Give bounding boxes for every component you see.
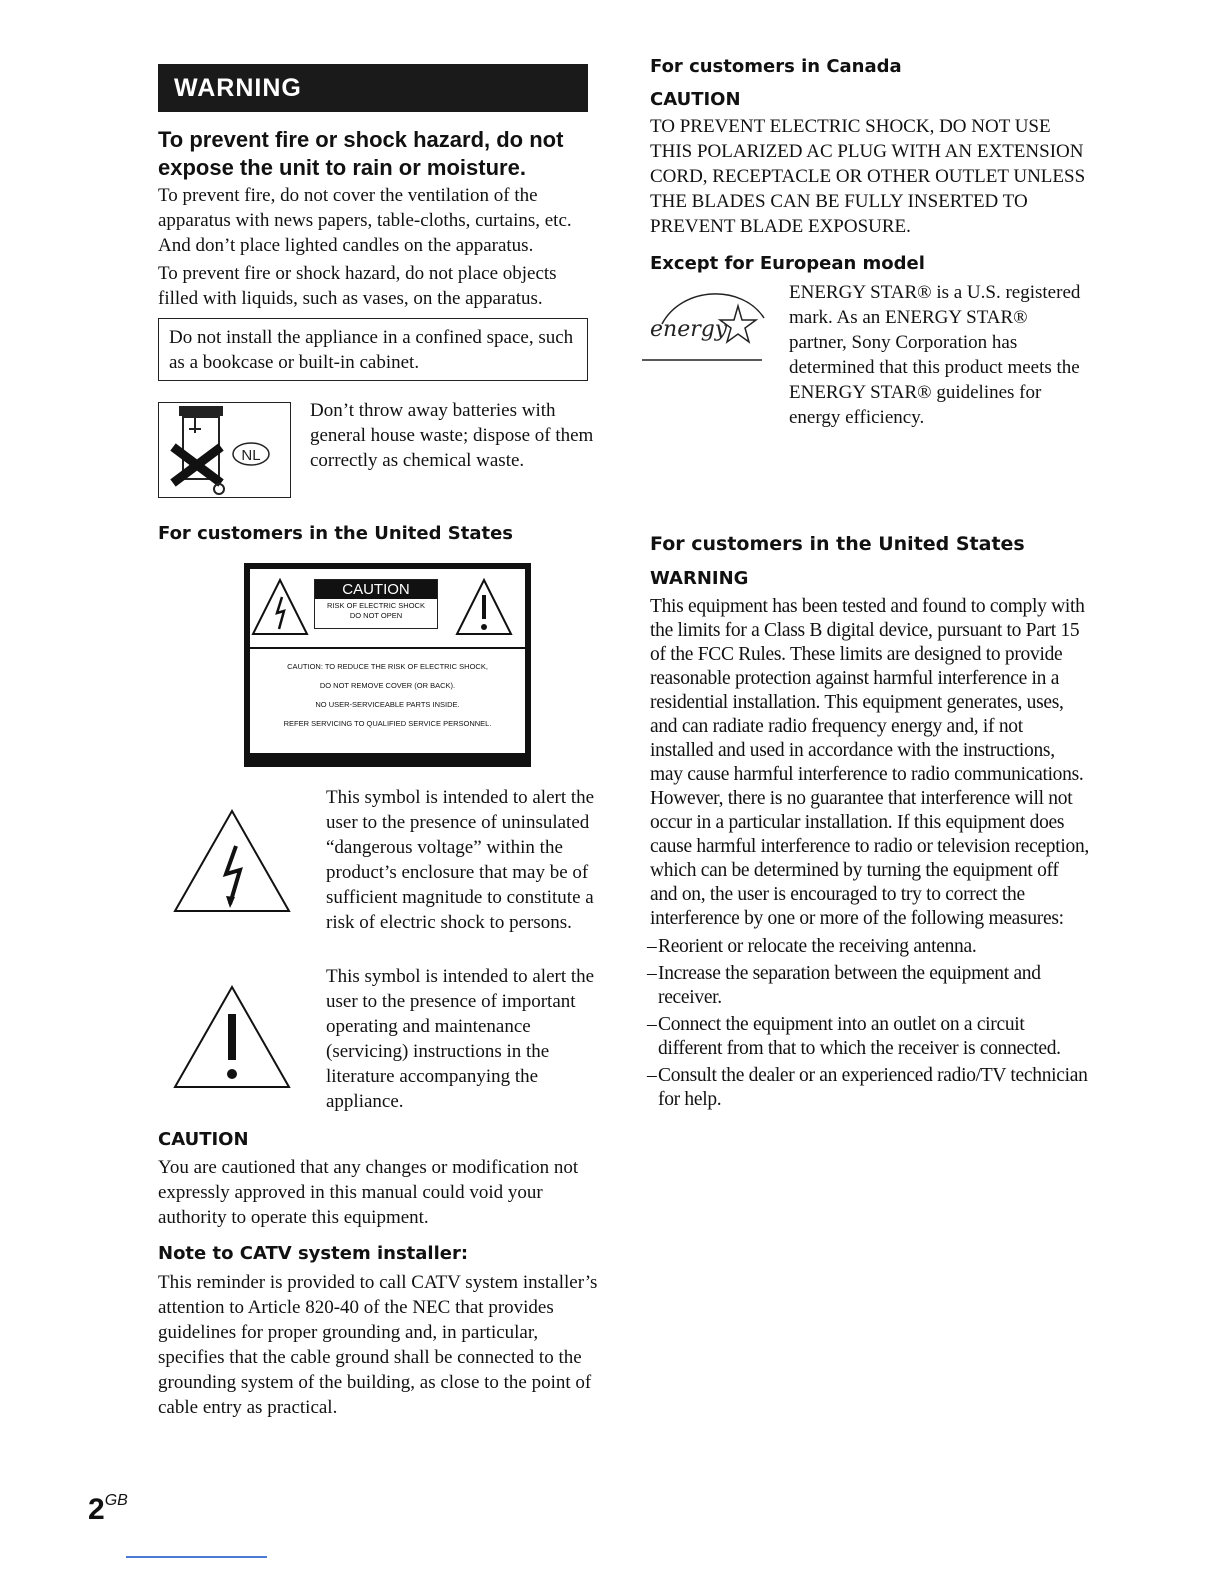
confined-space-note: Do not install the appliance in a confined space, such as a bookcase or built-in cabinet. <box>158 318 588 381</box>
canada-caution-heading: CAUTION <box>650 89 741 110</box>
measure-item: – Reorient or relocate the receiving antenna. <box>650 935 1090 959</box>
important-instructions-symbol-icon <box>172 984 292 1090</box>
battery-disposal-logo <box>158 402 291 498</box>
us-warning-heading: WARNING <box>650 568 749 589</box>
caution-heading: CAUTION <box>158 1129 249 1150</box>
voltage-symbol-text: This symbol is intended to alert the user to the presence of uninsulated “dangerous voltage” within the product’s enclosure that may be of sufficient magnitude to constitute a risk of electric shock to persons. <box>326 787 595 933</box>
caution-inner-line1: RISK OF ELECTRIC SHOCK <box>327 601 425 610</box>
nl-logo-label: NL <box>241 447 261 464</box>
caution-body-line: REFER SERVICING TO QUALIFIED SERVICE PERSONNEL. <box>283 719 492 728</box>
caution-inner-title: CAUTION <box>315 580 437 599</box>
caution-body-line: NO USER-SERVICEABLE PARTS INSIDE. <box>315 700 460 709</box>
canada-heading: For customers in Canada <box>650 56 902 77</box>
energy-logo-script: energy <box>650 317 728 342</box>
canada-text: TO PREVENT ELECTRIC SHOCK, DO NOT USE THIS POLARIZED AC PLUG WITH AN EXTENSION CORD, RECEPTACLE OR OTHER OUTLET UNLESS THE BLADES CAN BE FULLY INSERTED TO PREVENT BLADE EXPOSURE. <box>650 116 1086 237</box>
fcc-statement <box>650 595 1090 1112</box>
fire-paragraphs <box>158 183 598 311</box>
caution-label-top <box>250 569 525 647</box>
caution-body-line: CAUTION: TO REDUCE THE RISK OF ELECTRIC SHOCK, <box>287 662 488 671</box>
ventilation-paragraph: To prevent fire, do not cover the ventilation of the apparatus with news papers, table-cloths, curtains, etc. And don’t place lighted candles on the apparatus. <box>158 185 572 256</box>
instructions-symbol-text: This symbol is intended to alert the user to the presence of important operating and maintenance (servicing) instructions in the literature accompanying the appliance. <box>326 966 595 1112</box>
battery-text: Don’t throw away batteries with general house waste; dispose of them correctly as chemical waste. <box>310 400 594 471</box>
european-heading: Except for European model <box>650 253 925 274</box>
caution-label-body <box>250 649 525 753</box>
exclamation-triangle-icon <box>454 577 514 637</box>
measures-list <box>650 935 1090 1112</box>
page-number <box>88 1492 128 1527</box>
caution-inner-box <box>314 579 438 629</box>
measure-item: – Consult the dealer or an experienced radio/TV technician for help. <box>650 1064 1090 1112</box>
measure-item: – Increase the separation between the equipment and receiver. <box>650 962 1090 1010</box>
caution-text: You are cautioned that any changes or modification not expressly approved in this manual could void your authority to operate this equipment. <box>158 1157 579 1228</box>
us-heading-left: For customers in the United States <box>158 523 514 544</box>
caution-inner-line2: DO NOT OPEN <box>349 611 403 620</box>
page-suffix: GB <box>104 1492 128 1509</box>
fire-shock-headline: To prevent fire or shock hazard, do not expose the unit to rain or moisture. <box>158 127 564 180</box>
us-heading-right: For customers in the United States <box>650 533 1025 555</box>
dangerous-voltage-symbol-icon <box>172 808 292 914</box>
liquids-paragraph: To prevent fire or shock hazard, do not place objects filled with liquids, such as vases, on the apparatus. <box>158 263 557 309</box>
caution-body-line: DO NOT REMOVE COVER (OR BACK). <box>319 681 456 690</box>
caution-label-panel <box>244 563 531 767</box>
energy-star-logo <box>642 284 767 362</box>
measure-item: – Connect the equipment into an outlet on a circuit different from that to which the receiver is connected. <box>650 1013 1090 1061</box>
catv-heading: Note to CATV system installer: <box>158 1243 469 1264</box>
fcc-paragraph: This equipment has been tested and found to comply with the limits for a Class B digital device, pursuant to Part 15 of the FCC Rules. These limits are designed to provide reasonable protection against harmful interference in a residential installation. This equipment generates, uses, and can radiate radio frequency energy and, if not installed and used in accordance with the instructions, may cause harmful interference to radio communications. However, there is no guarantee that interference will not occur in a particular installation. If this equipment does cause harmful interference to radio or television reception, which can be determined by turning the equipment off and on, the user is encouraged to try to correct the interference by one or more of the following measures: <box>650 596 1089 929</box>
catv-text: This reminder is provided to call CATV system installer’s attention to Article 820-40 of the NEC that provides guidelines for proper grounding and, in particular, specifies that the cable ground shall be connected to the grounding system of the building, as close to the point of cable entry as practical. <box>158 1272 598 1418</box>
crossed-bin-icon <box>159 403 289 496</box>
page-number-value: 2 <box>88 1493 105 1526</box>
lightning-triangle-icon <box>250 577 310 637</box>
warning-banner: WARNING <box>158 64 588 112</box>
bottom-divider <box>126 1556 267 1558</box>
energy-star-text: ENERGY STAR® is a U.S. registered mark. As an ENERGY STAR® partner, Sony Corporation has determined that this product meets the ENERGY STAR® guidelines for energy efficiency. <box>789 282 1081 428</box>
